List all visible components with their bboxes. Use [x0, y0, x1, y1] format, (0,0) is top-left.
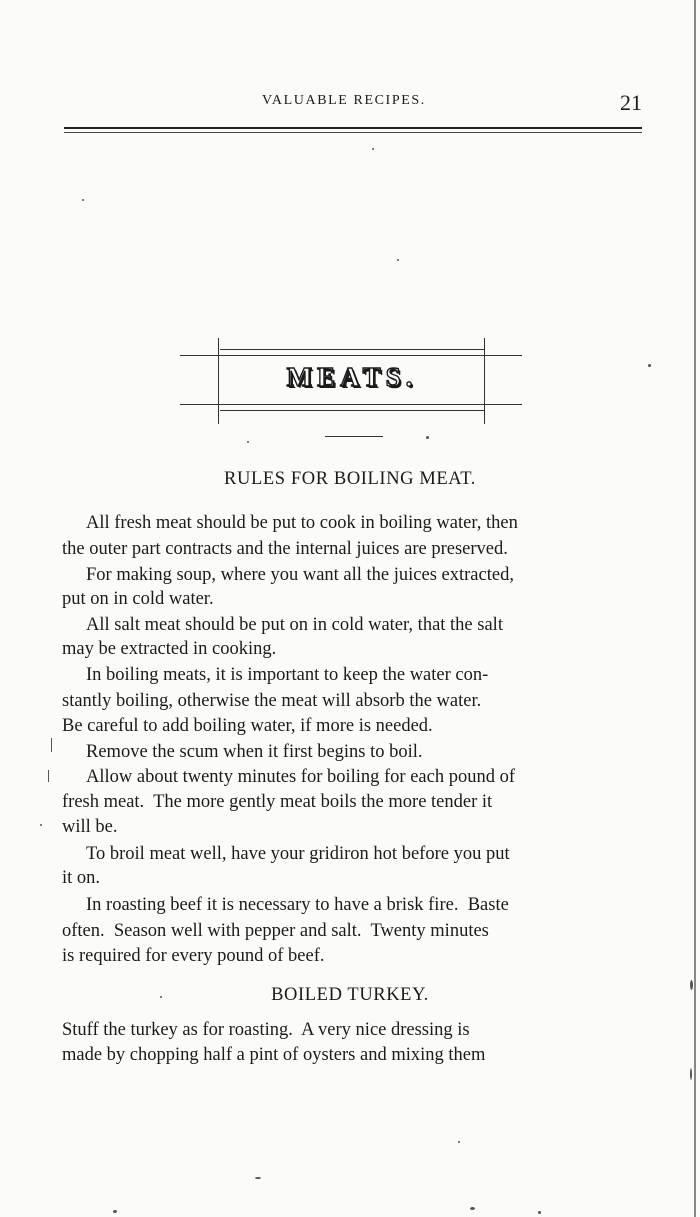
text-line: For making soup, where you want all the juices extracted, [86, 565, 514, 585]
header-rule-thin [64, 132, 642, 133]
text-line: made by chopping half a pint of oysters and mixing them [62, 1045, 486, 1065]
ornament-rule [325, 436, 383, 437]
text-line: Allow about twenty minutes for boiling for each pound of [86, 767, 516, 787]
text-line: may be extracted in cooking. [62, 639, 277, 659]
page-number: 21 [620, 90, 642, 115]
text-line: the outer part contracts and the internal juices are preserved. [62, 539, 508, 559]
text-line: Stuff the turkey as for roasting. A very nice dressing is [62, 1020, 470, 1040]
text-line: In roasting beef it is necessary to have a brisk fire. Baste [86, 895, 509, 915]
running-head: VALUABLE RECIPES. [262, 93, 426, 108]
text-line: All salt meat should be put on in cold water, that the salt [86, 615, 503, 635]
text-line: is required for every pound of beef. [62, 946, 325, 966]
section-title: MEATS. [286, 362, 418, 392]
text-line: Be careful to add boiling water, if more is needed. [62, 716, 433, 736]
text-line: Remove the scum when it first begins to boil. [86, 742, 423, 762]
text-line: will be. [62, 817, 118, 837]
text-line: put on in cold water. [62, 589, 214, 609]
text-line: often. Season well with pepper and salt. Twenty minutes [62, 921, 489, 941]
text-line: stantly boiling, otherwise the meat will absorb the water. [62, 691, 482, 711]
section-heading: RULES FOR BOILING MEAT. [224, 469, 476, 489]
page-edge [694, 0, 696, 1217]
text-line: fresh meat. The more gently meat boils the more tender it [62, 792, 493, 812]
header-rule [64, 127, 642, 129]
text-line: it on. [62, 868, 101, 888]
text-line: In boiling meats, it is important to keep the water con- [86, 665, 489, 685]
section-heading: BOILED TURKEY. [271, 985, 429, 1005]
text-line: To broil meat well, have your gridiron hot before you put [86, 844, 510, 864]
text-line: All fresh meat should be put to cook in boiling water, then [86, 513, 518, 533]
